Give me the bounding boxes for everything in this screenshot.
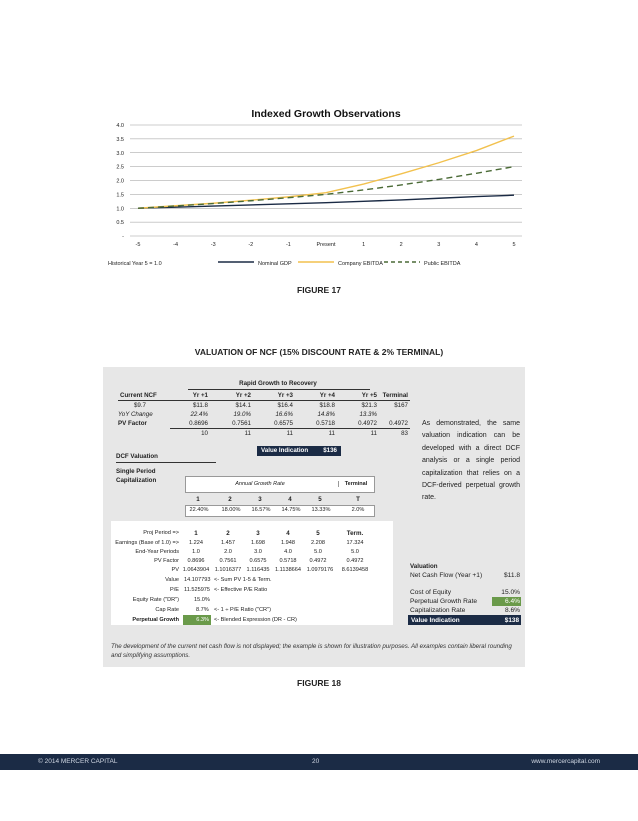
pv-5: 11 (370, 430, 377, 437)
legend-label: Nominal GDP (258, 261, 292, 267)
footnote: The development of the current net cash flow is not displayed; the example is shown for illustration purposes. All examples contain liberal rounding and simplifying assumptions. (111, 643, 512, 659)
earnings-label: Earnings (Base of 1.0) => (115, 540, 179, 546)
value-indication-value: $136 (317, 446, 341, 456)
x-tick-label: 1 (362, 242, 366, 248)
legend-label: Public EBITDA (424, 261, 461, 267)
rapid-growth-header: Rapid Growth to Recovery (239, 380, 317, 387)
x-tick-label: 4 (474, 242, 478, 248)
x-tick-label: Present (316, 242, 336, 248)
yoy-4: 14.8% (317, 411, 335, 418)
endyear-4: 4.0 (284, 549, 292, 555)
endyear-3: 3.0 (254, 549, 262, 555)
y-tick-label: 0.5 (116, 220, 124, 227)
proj-period-3: 3 (256, 530, 260, 537)
growth-col-5: 5 (318, 496, 322, 503)
cell-ncf-5: $21.3 (361, 402, 377, 409)
yoy-3: 16.6% (275, 411, 293, 418)
pvf-4: 0.5718 (316, 420, 335, 427)
hdr-current-ncf: Current NCF (120, 392, 157, 399)
earnings-3: 1.698 (251, 540, 265, 546)
perpetual-growth-label: Perpetual Growth (132, 617, 179, 623)
cell-ncf-1: $11.8 (192, 402, 208, 409)
value-number: 14.107793 (184, 577, 211, 583)
cell-current-ncf: $9.7 (133, 402, 146, 409)
vi-label: Value Indication (411, 617, 460, 624)
equity-rate-value: 15.0% (194, 597, 210, 603)
cr-value: 8.6% (504, 607, 520, 614)
side-explanation-text: As demonstrated, the same valuation indication can be developed with a direct DCF analysis or a single period capitalization that relies on a DCF-derived perpetual growth rate. (422, 420, 520, 502)
growth-val-4: 14.75% (281, 507, 301, 513)
pv-3: 11 (286, 430, 293, 437)
pvf-2: 0.7561 (232, 420, 251, 427)
cell-ncf-4: $18.8 (319, 402, 335, 409)
y-tick-label: 3.0 (116, 150, 124, 157)
pv-1: 10 (201, 430, 208, 437)
chart-title: Indexed Growth Observations (251, 108, 401, 120)
growth-val-3: 16.57% (251, 507, 271, 513)
endyear-2: 2.0 (224, 549, 232, 555)
growth-col-1: 1 (196, 496, 200, 503)
footer-copyright: © 2014 MERCER CAPITAL (38, 758, 118, 765)
proj-pvf-1: 0.8696 (187, 558, 205, 564)
proj-period-term: Term. (346, 530, 364, 537)
earnings-1: 1.224 (189, 540, 203, 546)
x-tick-label: 5 (512, 242, 516, 248)
pv-terminal: 83 (401, 430, 408, 437)
endyear-label: End-Year Periods (135, 549, 179, 555)
pe-number: 11.525975 (184, 587, 211, 593)
y-tick-label: 3.5 (116, 136, 124, 143)
section-title: VALUATION OF NCF (15% DISCOUNT RATE & 2% TERMINAL) (194, 347, 444, 357)
proj-pv-label: PV (171, 567, 179, 573)
x-tick-label: -2 (248, 242, 254, 248)
equity-rate-label: Equity Rate ("DR") (132, 597, 179, 603)
proj-pv-4: 1.1138664 (274, 567, 302, 573)
pv-4: 11 (328, 430, 335, 437)
growth-val-5: 13.33% (311, 507, 331, 513)
growth-val-1: 22.40% (189, 507, 209, 513)
perpetual-growth-value: 6.3% (183, 615, 211, 625)
proj-pv-1: 1.0643904 (182, 567, 210, 573)
pe-label: P/E (169, 587, 179, 593)
side-explanation (422, 418, 520, 505)
yoy-2: 19.0% (233, 411, 251, 418)
proj-pvf-4: 0.5718 (279, 558, 297, 564)
proj-period-5: 5 (316, 530, 320, 537)
growth-col-3: 3 (258, 496, 262, 503)
hdr-terminal: Terminal (382, 392, 408, 399)
dcf-valuation-label: DCF Valuation (116, 453, 158, 460)
pgr-label: Perpetual Growth Rate (410, 598, 478, 605)
value-note: <- Sum PV 1-5 & Term. (214, 577, 272, 583)
proj-period-label: Proj Period => (143, 530, 179, 536)
coe-value: 15.0% (501, 589, 520, 596)
proj-pvf-term: 0.4972 (346, 558, 364, 564)
pvf-3: 0.6575 (274, 420, 293, 427)
pvf-1: 0.8696 (189, 420, 208, 427)
coe-label: Cost of Equity (410, 589, 452, 596)
valuation-title: Valuation (410, 563, 438, 570)
pvf-5: 0.4972 (358, 420, 377, 427)
pe-note: <- Effective P/E Ratio (214, 587, 268, 593)
hdr-yr5: Yr +5 (361, 392, 377, 399)
cap-rate-label: Cap Rate (155, 607, 179, 613)
y-tick-label: 2.5 (116, 164, 124, 171)
hdr-yr3: Yr +3 (277, 392, 293, 399)
figure-18-caption: FIGURE 18 (297, 678, 341, 688)
earnings-2: 1.457 (221, 540, 235, 546)
x-tick-label: -4 (173, 242, 179, 248)
footer-website[interactable]: www.mercercapital.com (531, 758, 600, 765)
hdr-yr4: Yr +4 (319, 392, 335, 399)
growth-val-t: 2.0% (351, 507, 365, 513)
series-line-nominal-gdp (138, 195, 514, 208)
growth-col-t: T (356, 496, 360, 503)
x-tick-label: 2 (399, 242, 403, 248)
value-indication-label: Value Indication (257, 446, 317, 456)
yoy-label: YoY Change (118, 411, 153, 418)
indexed-growth-chart (108, 105, 530, 273)
y-tick-label: 4.0 (116, 123, 124, 129)
earnings-5: 2.208 (311, 540, 325, 546)
yoy-1: 22.4% (190, 411, 208, 418)
proj-pv-5: 1.0979176 (306, 567, 334, 573)
ncf-value: $11.8 (503, 572, 520, 579)
x-note: Historical Year 5 = 1.0 (108, 261, 162, 267)
page-footer (0, 754, 638, 770)
perpetual-growth-note: <- Blended Expression (DR - CR) (214, 617, 297, 623)
yoy-5: 13.3% (359, 411, 377, 418)
x-tick-label: -5 (135, 242, 141, 248)
proj-pvf-5: 0.4972 (309, 558, 327, 564)
cell-ncf-terminal: $167 (394, 402, 408, 409)
pv-2: 11 (244, 430, 251, 437)
value-label: Value (165, 577, 179, 583)
figure-17-caption: FIGURE 17 (297, 285, 341, 295)
proj-period-1: 1 (194, 530, 198, 537)
footer-page-number: 20 (312, 758, 320, 765)
x-tick-label: -3 (210, 242, 216, 248)
cr-label: Capitalization Rate (410, 607, 466, 614)
cell-ncf-3: $16.4 (277, 402, 293, 409)
cap-rate-note: <- 1 ÷ P/E Ratio ("CR") (214, 607, 271, 613)
legend-label: Company EBITDA (338, 261, 383, 267)
proj-pvf-2: 0.7561 (219, 558, 237, 564)
growth-col-2: 2 (228, 496, 232, 503)
x-tick-label: -1 (285, 242, 291, 248)
cell-ncf-2: $14.1 (235, 402, 251, 409)
hdr-yr2: Yr +2 (235, 392, 251, 399)
y-tick-label: 1.5 (116, 192, 124, 199)
x-tick-label: 3 (437, 242, 441, 248)
hdr-yr1: Yr +1 (192, 392, 208, 399)
annual-growth-label: Annual Growth Rate (235, 481, 285, 487)
vi-value: $138 (504, 617, 519, 624)
earnings-term: 17.324 (346, 540, 364, 546)
y-tick-label: 1.0 (116, 206, 124, 213)
earnings-4: 1.948 (281, 540, 295, 546)
proj-period-4: 4 (286, 530, 290, 537)
pv-factor-label: PV Factor (118, 420, 147, 427)
endyear-5: 5.0 (314, 549, 322, 555)
y-tick-label: - (122, 234, 124, 240)
endyear-1: 1.0 (192, 549, 200, 555)
proj-period-2: 2 (226, 530, 230, 537)
terminal-label: Terminal (338, 481, 373, 487)
proj-pvf-label: PV Factor (154, 558, 179, 564)
growth-val-2: 18.00% (221, 507, 241, 513)
y-tick-label: 2.0 (116, 178, 124, 185)
endyear-term: 5.0 (351, 549, 359, 555)
proj-pv-3: 1.116435 (246, 567, 270, 573)
proj-pv-2: 1.1016377 (214, 567, 242, 573)
ncf-label: Net Cash Flow (Year +1) (410, 572, 483, 579)
cap-rate-value: 8.7% (196, 607, 209, 613)
single-period-label: Single Period Capitalization (116, 468, 157, 484)
pvf-terminal: 0.4972 (389, 420, 408, 427)
pgr-value: 6.4% (492, 597, 521, 606)
growth-col-4: 4 (288, 496, 292, 503)
proj-pvf-3: 0.6575 (249, 558, 267, 564)
proj-pv-term: 8.6139458 (341, 567, 369, 573)
